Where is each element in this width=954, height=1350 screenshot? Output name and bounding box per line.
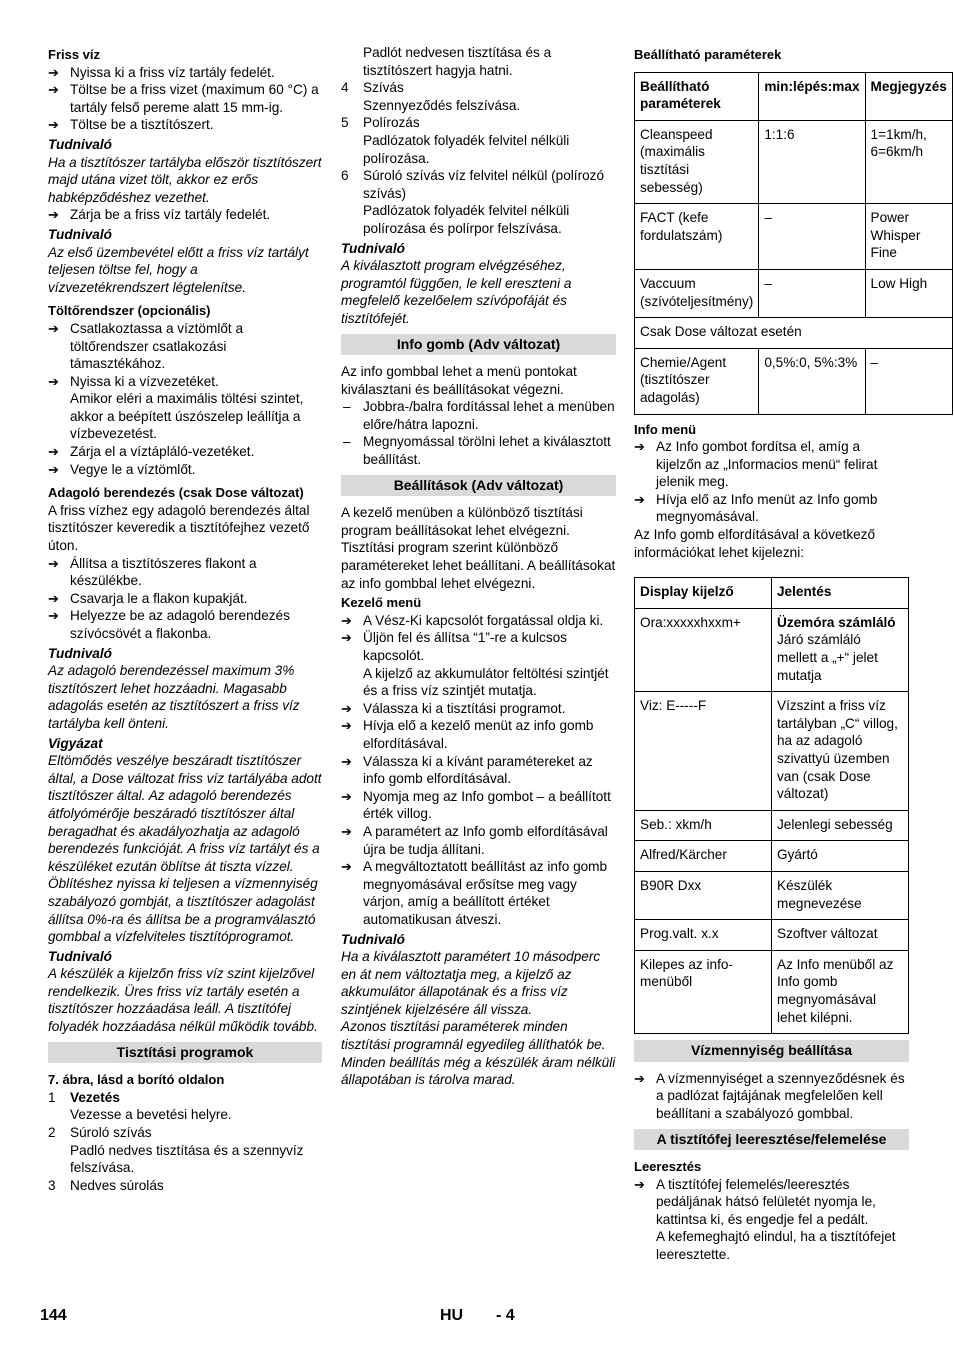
parameter-table [634,72,953,415]
note-text: A kiválasztott program elvégzéséhez, programtól függően, le kell ereszteni a megfelelő kezelőelem szívópofáját és tisztítófejét. [341,258,572,326]
note-label: Tudnivaló [48,136,112,152]
column-right [634,44,947,1264]
note-label: Tudnivaló [48,645,112,661]
program-item: 4 Szívás Szennyeződés felszívása. [341,80,521,113]
list-item: ➔ Nyissa ki a friss víz tartály fedelét. [48,64,322,82]
column-left [48,44,322,1194]
list-item: ➔ Állítsa a tisztítószeres flakont a készülékbe. [48,555,322,590]
list-item: ➔ Töltse be a friss vizet (maximum 60 °C) a tartály felső pereme alatt 15 mm-ig. [48,81,322,116]
note-label: Tudnivaló [341,931,405,947]
list-item: ➔ Válassza ki a tisztítási programot. [341,700,616,718]
program-item-continuation: Padlót nedvesen tisztítása és a tisztítószert hagyja hatni. [363,45,552,78]
list-item: ➔ Az Info gombot fordítsa el, amíg a kijelzőn az „Informacios menü“ felirat jelenik meg. [634,438,909,491]
list-item: ➔ Helyezze be az adagoló berendezés szívócsövét a flakonba. [48,607,322,642]
section-heading-parameterek: Beállítható paraméterek [634,47,782,62]
section-bar-info-gomb: Info gomb (Adv változat) [341,334,616,356]
paragraph: Az Info gomb elfordításával a következő információkat lehet kijelezni: [634,527,876,560]
page-number: 144 [40,1307,67,1324]
display-table [634,577,909,1034]
table-row: Viz: E-----F Vízszint a friss víz tartályban „C“ villog, ha az adagoló szivattyú üzemben van (csak Dose változat) [635,692,909,811]
table-header-cell: Megjegyzés [865,72,952,120]
table-row: Alfred/Kärcher Gyártó [635,841,909,872]
section-heading-adagolo: Adagoló berendezés (csak Dose változat) [48,485,304,501]
list-item: ➔ A vízmennyiséget a szennyeződésnek és a padlózat fajtájának megfelelően kell beállítani a szabályozó gombbal. [634,1070,909,1123]
note-label: Tudnivaló [48,226,112,242]
sub-page-number: - 4 [496,1307,515,1324]
table-row: Prog.valt. x.x Szoftver változat [635,920,909,951]
list-item: ➔ Hívja elő az Info menüt az Info gomb megnyomásával. [634,491,909,526]
table-header-cell: Jelentés [772,578,909,609]
list-item: ➔ Válassza ki a kívánt paramétereket az info gomb elfordításával. [341,753,616,788]
section-heading-info-menu: Info menü [634,421,697,437]
list-item: ➔ Üljön fel és állítsa “1”-re a kulcsos kapcsolót. [341,629,616,664]
list-item: ➔ Csatlakoztassa a víztömlőt a töltőrendszer csatlakozási támasztékához. [48,320,322,373]
table-header-row [635,72,953,120]
paragraph: Az info gombbal lehet a menü pontokat kiválasztani és beállításokat végezni. [341,364,577,397]
program-item: 2 Súroló szívás Padló nedves tisztítása és a szennyvíz felszívása. [48,1125,304,1176]
table-row: Kilepes az info-menüből Az Info menüből az Info gomb megnyomásával lehet kilépni. [635,950,909,1033]
table-header-cell: Beállítható paraméterek [635,72,759,120]
list-item-continuation: A kijelző az akkumulátor feltöltési szintjét és a friss víz szintjét mutatja. [363,665,609,699]
list-item: ➔ Vegye le a víztömlőt. [48,461,322,479]
warning-text: Eltömődés veszélye beszáradt tisztítószer által, a Dose változat friss víz tartályába adott tisztítószer által. Az adagoló berendezés átfolyómérője beszáradó tisztítószer által beragadhat és akadályozhatja az adagoló berendezés funkcióját. A friss víz tartályt és a készüléket ezután öblítse át tiszta vízzel. Öblítéshez nyissa ki teljesen a vízmennyiség szabályozó gombját, a tisztítószer adagolást állítsa 0%-ra és állítsa be a programválasztó gombbal a vízfelviteles tisztítóprogramot. [48,753,322,945]
program-item: 1 Vezetés Vezesse a bevetési helyre. [48,1089,232,1123]
section-heading-leeresztes: Leeresztés [634,1159,702,1175]
section-bar-tisztitasi-programok: Tisztítási programok [48,1042,322,1064]
list-item: – Megnyomással törölni lehet a kiválasztott beállítást. [341,433,616,468]
column-middle [341,44,616,1089]
table-row: Chemie/Agent (tisztítószer adagolás) 0,5%:0, 5%:3% – [635,348,953,414]
note-text: Ha a tisztítószer tartályba először tisztítószert majd utána vizet tölt, akkor ez erős habképződéshez vezethet. [48,154,322,205]
program-item: 3 Nedves súrolás [48,1177,164,1193]
table-header-cell: Display kijelző [635,578,772,609]
table-row: Ora:xxxxxhxxm+ Üzemóra számláló Járó számláló mellett a „+“ jelet mutatja [635,608,909,691]
section-bar-vizmennyiseg: Vízmennyiség beállítása [634,1040,909,1062]
table-row: Cleanspeed (maximális tisztítási sebesség) 1:1:6 1=1km/h, 6=6km/h [635,120,953,203]
program-item: 6 Súroló szívás víz felvitel nélkül (polírozó szívás) Padlózatok folyadék felvitel nélküli polírozása és polírpor felszívása. [341,168,605,236]
list-item: ➔ A megváltoztatott beállítást az info gomb megnyomásával erősítse meg vagy várjon, amíg a beállított értéket automatikusan átveszi. [341,858,616,928]
note-text: Az adagoló berendezéssel maximum 3% tisztítószert lehet hozzáadni. Magasabb adagolás esetén az tisztítószert a friss víz tartályba kell önteni. [48,663,300,731]
note-text: Az első üzembevétel előtt a friss víz tartályt teljesen töltse fel, hogy a vízvezetékrendszert légtelenítse. [48,244,309,295]
list-item: ➔ A tisztítófej felemelés/leeresztés pedáljának hátsó felületét nyomja le, kattintsa ki, és engedje fel a pedált. [634,1176,909,1229]
section-heading-toltorendszer: Töltőrendszer (opcionális) [48,303,211,319]
figure-reference: 7. ábra, lásd a borító oldalon [48,1072,225,1088]
table-header-row [635,578,909,609]
language-code: HU [440,1307,464,1324]
list-item: ➔ Nyomja meg az Info gombot – a beállított érték villog. [341,788,616,823]
program-item: 5 Polírozás Padlózatok folyadék felvitel nélküli polírozása. [341,115,570,166]
section-bar-tisztitofej: A tisztítófej leeresztése/felemelése [634,1129,909,1151]
list-item: ➔ A paramétert az Info gomb elfordításával újra be tudja állítani. [341,823,616,858]
list-item: – Jobbra-/balra fordítással lehet a menüben előre/hátra lapozni. [341,398,616,433]
list-item: ➔ Hívja elő a kezelő menüt az info gomb elfordításával. [341,717,616,752]
list-item-continuation: Amikor eléri a maximális töltési szintet, akkor a beépített úszószelep leállítja a vízbevezetést. [70,391,304,442]
note-text: Ha a kiválasztott paramétert 10 másodperc en át nem változtatja meg, a kijelző az akkumulátor állapotának és a friss víz szintjének kijelzésére áll vissza. [341,949,601,1017]
table-row: FACT (kefe fordulatszám) – Power Whisper Fine [635,204,953,270]
note-label: Tudnivaló [341,240,405,256]
table-row: B90R Dxx Készülék megnevezése [635,871,909,919]
paragraph: A friss vízhez egy adagoló berendezés által tisztítószer keveredik a tisztítófejhez vezető úton. [48,502,310,554]
list-item: ➔ Zárja el a víztápláló-vezetéket. [48,443,322,461]
list-item: ➔ Zárja be a friss víz tartály fedelét. [48,206,322,224]
note-text: Azonos tisztítási paraméterek minden tisztítási programnál egyedileg állíthatók be. Minden beállítás még a készülék áram nélküli állapotában is tárolva marad. [341,1019,616,1088]
section-heading-friss-viz: Friss víz [48,47,101,62]
list-item: ➔ A Vész-Ki kapcsolót forgatással oldja ki. [341,612,616,630]
note-label: Tudnivaló [48,948,112,964]
note-text: A készülék a kijelzőn friss víz szint kijelzővel rendelkezik. Üres friss víz tartály esetén a tisztítószer hozzáadása leáll. A tisztítófej folyadék hozzáadása nélkül működik tovább. [48,966,318,1035]
warning-label: Vigyázat [48,735,103,751]
section-bar-beallitasok: Beállítások (Adv változat) [341,475,616,497]
table-header-cell: min:lépés:max [759,72,865,120]
table-row: Seb.: xkm/h Jelenlegi sebesség [635,810,909,841]
list-item: ➔ Töltse be a tisztítószert. [48,116,322,134]
table-row: Vaccuum (szívóteljesítmény) – Low High [635,269,953,317]
list-item-continuation: A kefemeghajtó elindul, ha a tisztítófejet leeresztette. [656,1229,896,1263]
list-item: ➔ Nyissa ki a vízvezetéket. [48,373,322,391]
table-row: Csak Dose változat esetén [635,318,953,349]
section-heading-kezelo-menu: Kezelő menü [341,595,422,611]
list-item: ➔ Csavarja le a flakon kupakját. [48,590,322,608]
paragraph: A kezelő menüben a különböző tisztítási program beállításokat lehet elvégezni. Tisztítási program szerint különböző paramétereket lehet beállítani. A beállításokat az info gombbal lehet elvégezni. [341,505,616,591]
